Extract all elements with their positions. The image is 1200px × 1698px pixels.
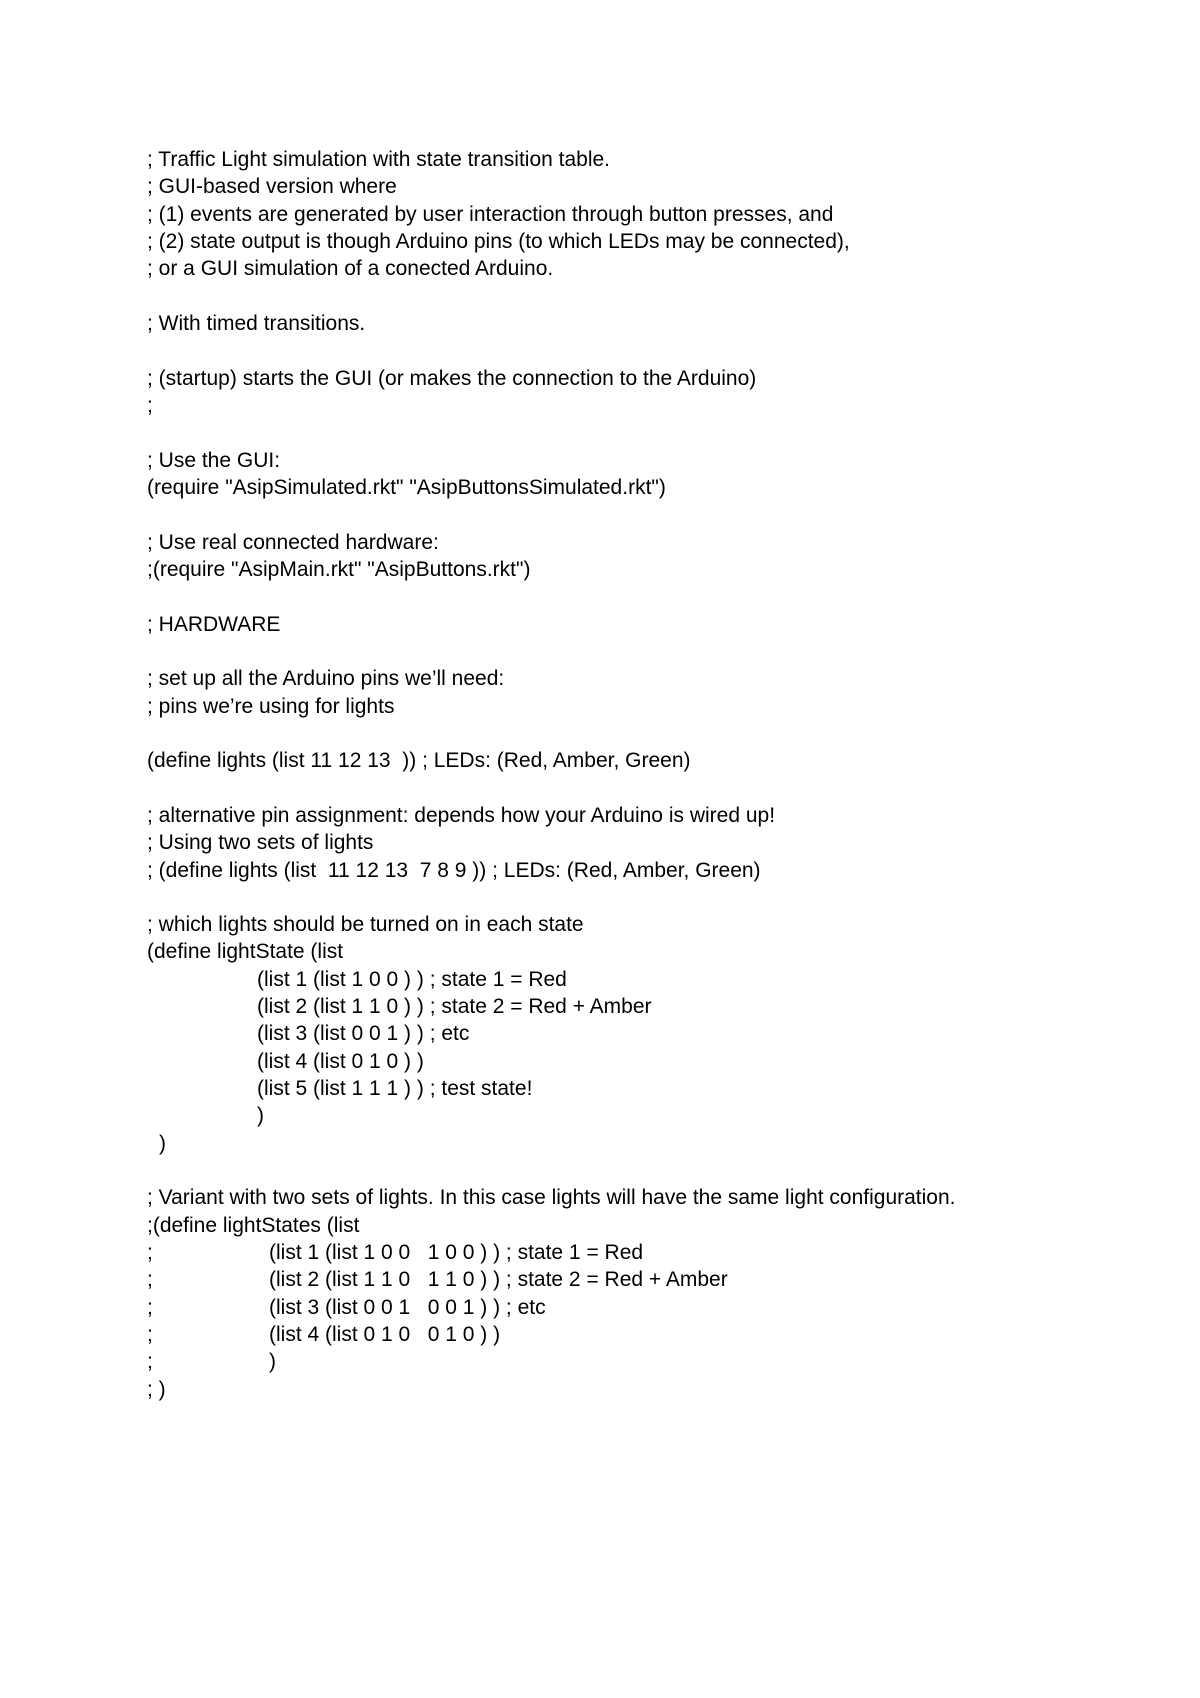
code-line: (list 4 (list 0 1 0 ) ) (257, 1050, 424, 1073)
comment-line: ; set up all the Arduino pins we’ll need: (147, 667, 505, 690)
comment-line: ;(require "AsipMain.rkt" "AsipButtons.rkt") (147, 558, 531, 581)
comment-line: ; Use real connected hardware: (147, 531, 439, 554)
code-line: (require "AsipSimulated.rkt" "AsipButtonsSimulated.rkt") (147, 476, 666, 499)
comment-line: ; With timed transitions. (147, 312, 366, 335)
comment-line: ; (147, 394, 153, 417)
comment-line: ; GUI-based version where (147, 175, 397, 198)
comment-line: (list 4 (list 0 1 0 0 1 0 ) ) (269, 1323, 501, 1346)
comment-line: ; which lights should be turned on in each state (147, 913, 584, 936)
comment-line: ) (269, 1350, 276, 1373)
code-line: (define lights (list 11 12 13 )) ; LEDs: (Red, Amber, Green) (147, 749, 691, 772)
comment-line: ; Traffic Light simulation with state transition table. (147, 148, 611, 171)
comment-line: ; ) (147, 1378, 166, 1401)
comment-line: ; alternative pin assignment: depends how your Arduino is wired up! (147, 804, 776, 827)
code-line: (define lightState (list (147, 940, 344, 963)
code-line: (list 5 (list 1 1 1 ) ) ; test state! (257, 1077, 533, 1100)
code-line: ) (257, 1104, 264, 1127)
comment-line: ; (147, 1268, 153, 1291)
comment-line: ; Use the GUI: (147, 449, 281, 472)
comment-line: ; (1) events are generated by user interaction through button presses, and (147, 203, 834, 226)
comment-line: ; HARDWARE (147, 613, 281, 636)
comment-line: ; or a GUI simulation of a conected Arduino. (147, 257, 554, 280)
code-line: (list 2 (list 1 1 0 ) ) ; state 2 = Red + Amber (257, 995, 652, 1018)
comment-line: ; Variant with two sets of lights. In this case lights will have the same light configuration. (147, 1186, 956, 1209)
comment-line: (list 1 (list 1 0 0 1 0 0 ) ) ; state 1 = Red (269, 1241, 644, 1264)
code-line: (list 1 (list 1 0 0 ) ) ; state 1 = Red (257, 968, 567, 991)
comment-line: ;(define lightStates (list (147, 1214, 360, 1237)
comment-line: ; (startup) starts the GUI (or makes the connection to the Arduino) (147, 367, 757, 390)
comment-line: (list 3 (list 0 0 1 0 0 1 ) ) ; etc (269, 1296, 546, 1319)
comment-line: ; (define lights (list 11 12 13 7 8 9 )) ; LEDs: (Red, Amber, Green) (147, 859, 761, 882)
comment-line: ; Using two sets of lights (147, 831, 374, 854)
comment-line: ; (147, 1350, 153, 1373)
comment-line: ; (147, 1241, 153, 1264)
comment-line: ; pins we’re using for lights (147, 695, 395, 718)
code-line: (list 3 (list 0 0 1 ) ) ; etc (257, 1022, 470, 1045)
comment-line: ; (147, 1296, 153, 1319)
comment-line: (list 2 (list 1 1 0 1 1 0 ) ) ; state 2 = Red + Amber (269, 1268, 728, 1291)
comment-line: ; (147, 1323, 153, 1346)
comment-line: ; (2) state output is though Arduino pins (to which LEDs may be connected), (147, 230, 850, 253)
code-line: ) (159, 1132, 166, 1155)
